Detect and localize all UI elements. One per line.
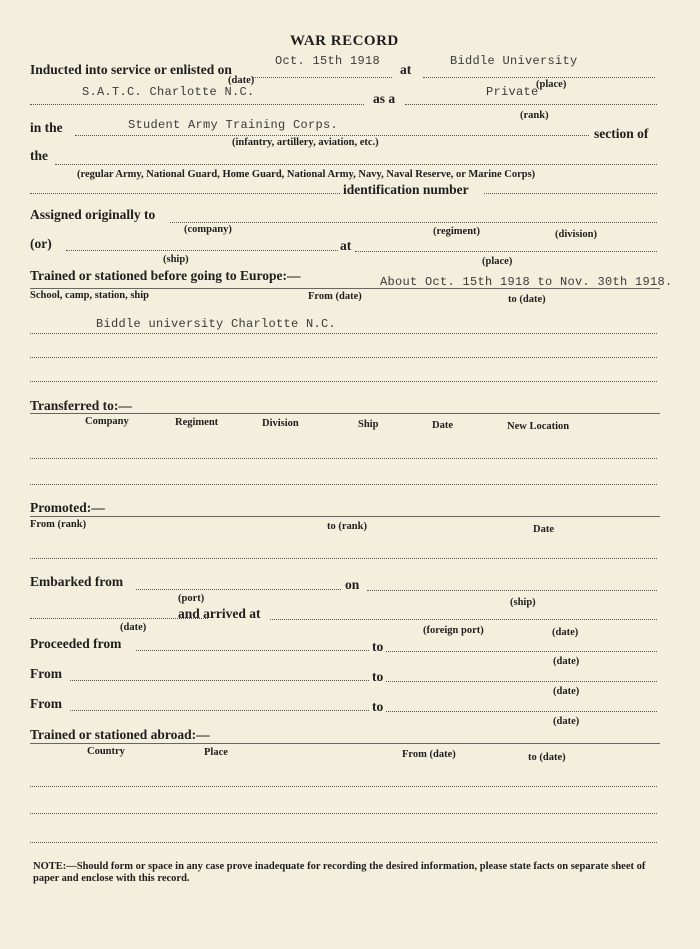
ship-caption-2: (ship) xyxy=(510,597,536,608)
training-line-3 xyxy=(30,381,657,382)
proceeded-to-line xyxy=(386,651,657,652)
transfer-col-division: Division xyxy=(262,418,299,429)
training-line-2 xyxy=(30,357,657,358)
to-line-3 xyxy=(386,711,657,712)
date-caption-2: (date) xyxy=(120,622,147,633)
abroad-label: Trained or stationed abroad:— xyxy=(30,727,210,742)
at-label: at xyxy=(400,62,412,77)
from-label-2: From xyxy=(30,696,62,711)
induction-date-value: Oct. 15th 1918 xyxy=(275,54,381,68)
date-caption-4: (date) xyxy=(553,656,580,667)
induction-place-value: Biddle University xyxy=(450,54,578,68)
from-date-caption: From (date) xyxy=(308,291,362,302)
assigned-line xyxy=(170,222,657,223)
transfer-line-2 xyxy=(30,484,657,485)
transferred-label: Transferred to:— xyxy=(30,398,132,413)
transfer-col-new-location: New Location xyxy=(507,421,570,432)
abroad-col-country: Country xyxy=(87,746,125,757)
org-line-2 xyxy=(30,193,340,194)
assigned-label: Assigned originally to xyxy=(30,207,156,222)
embark-port-line xyxy=(136,589,341,590)
induction-place-line xyxy=(423,77,655,78)
abroad-line-3 xyxy=(30,842,657,843)
branch-value: Student Army Training Corps. xyxy=(128,118,339,132)
abroad-line-2 xyxy=(30,813,657,814)
date-caption-3: (date) xyxy=(552,627,579,638)
trained-line xyxy=(30,288,660,289)
training-period-value: About Oct. 15th 1918 to Nov. 30th 1918. xyxy=(380,275,673,289)
org-line xyxy=(55,164,657,165)
school-caption: School, camp, station, ship xyxy=(30,290,150,301)
proceeded-from-line xyxy=(136,650,369,651)
trained-label: Trained or stationed before going to Europe:— xyxy=(30,268,301,283)
identification-line xyxy=(484,193,657,194)
abroad-col-to-date: to (date) xyxy=(528,752,566,763)
induction-date-line xyxy=(252,77,392,78)
promoted-label: Promoted:— xyxy=(30,500,105,515)
foreign-port-caption: (foreign port) xyxy=(423,625,484,636)
to-date-caption: to (date) xyxy=(508,294,546,305)
training-line-1 xyxy=(30,333,657,334)
from-line-2 xyxy=(70,710,369,711)
abroad-col-place: Place xyxy=(204,747,228,758)
rank-value: Private xyxy=(486,85,539,99)
form-title: WAR RECORD xyxy=(290,33,399,49)
arrived-line xyxy=(270,619,657,620)
location-line xyxy=(30,104,364,105)
as-a-label: as a xyxy=(373,91,396,106)
transfer-col-regiment: Regiment xyxy=(175,417,219,428)
branch-line xyxy=(75,135,589,136)
to-label-3: to xyxy=(372,699,384,714)
date-caption-6: (date) xyxy=(553,716,580,727)
at-label-2: at xyxy=(340,238,352,253)
promotion-line-1 xyxy=(30,558,657,559)
transfer-col-date: Date xyxy=(432,420,453,431)
to-rank-caption: to (rank) xyxy=(327,521,367,532)
to-label-1: to xyxy=(372,639,384,654)
proceeded-label: Proceeded from xyxy=(30,636,122,651)
in-the-label: in the xyxy=(30,120,63,135)
transferred-line xyxy=(30,413,660,414)
abroad-line-1 xyxy=(30,786,657,787)
place-caption-2: (place) xyxy=(482,256,513,267)
or-label: (or) xyxy=(30,236,52,251)
to-label-2: to xyxy=(372,669,384,684)
from-line-1 xyxy=(70,680,369,681)
rank-caption: (rank) xyxy=(520,110,549,121)
to-line-2 xyxy=(386,681,657,682)
company-caption: (company) xyxy=(184,224,232,235)
date-caption: (date) xyxy=(228,75,255,86)
inducted-label: Inducted into service or enlisted on xyxy=(30,62,232,77)
date-caption-5: (date) xyxy=(553,686,580,697)
transfer-col-company: Company xyxy=(85,416,129,427)
ship-place-line xyxy=(355,251,657,252)
ship-caption: (ship) xyxy=(163,254,189,265)
regiment-caption: (regiment) xyxy=(433,226,481,237)
promo-date-caption: Date xyxy=(533,524,554,535)
transfer-col-ship: Ship xyxy=(358,419,379,430)
identification-label: identification number xyxy=(343,182,469,197)
bleed-through xyxy=(330,90,339,113)
port-caption: (port) xyxy=(178,593,205,604)
section-of-label: section of xyxy=(594,126,649,141)
training-place-value: Biddle university Charlotte N.C. xyxy=(96,317,337,331)
the-label: the xyxy=(30,148,48,163)
location-value: S.A.T.C. Charlotte N.C. xyxy=(82,85,255,99)
division-caption: (division) xyxy=(555,229,598,240)
abroad-line xyxy=(30,743,660,744)
on-label: on xyxy=(345,577,360,592)
rank-line xyxy=(405,104,657,105)
form-note: NOTE:—Should form or space in any case prove inadequate for recording the desired information, please state facts on separate sheet of paper and enclose with this record. xyxy=(33,861,646,884)
promoted-line xyxy=(30,516,660,517)
abroad-col-from-date: From (date) xyxy=(402,749,456,760)
place-caption: (place) xyxy=(536,79,567,90)
from-rank-caption: From (rank) xyxy=(30,519,87,530)
transfer-line-1 xyxy=(30,458,657,459)
embarked-label: Embarked from xyxy=(30,574,124,589)
arrived-label: and arrived at xyxy=(178,606,261,621)
ship-line xyxy=(66,250,338,251)
branch-caption: (infantry, artillery, aviation, etc.) xyxy=(232,137,379,148)
from-label-1: From xyxy=(30,666,62,681)
embark-ship-line xyxy=(367,590,657,591)
org-caption: (regular Army, National Guard, Home Guard, National Army, Navy, Naval Reserve, or Marine Corps) xyxy=(77,169,536,180)
